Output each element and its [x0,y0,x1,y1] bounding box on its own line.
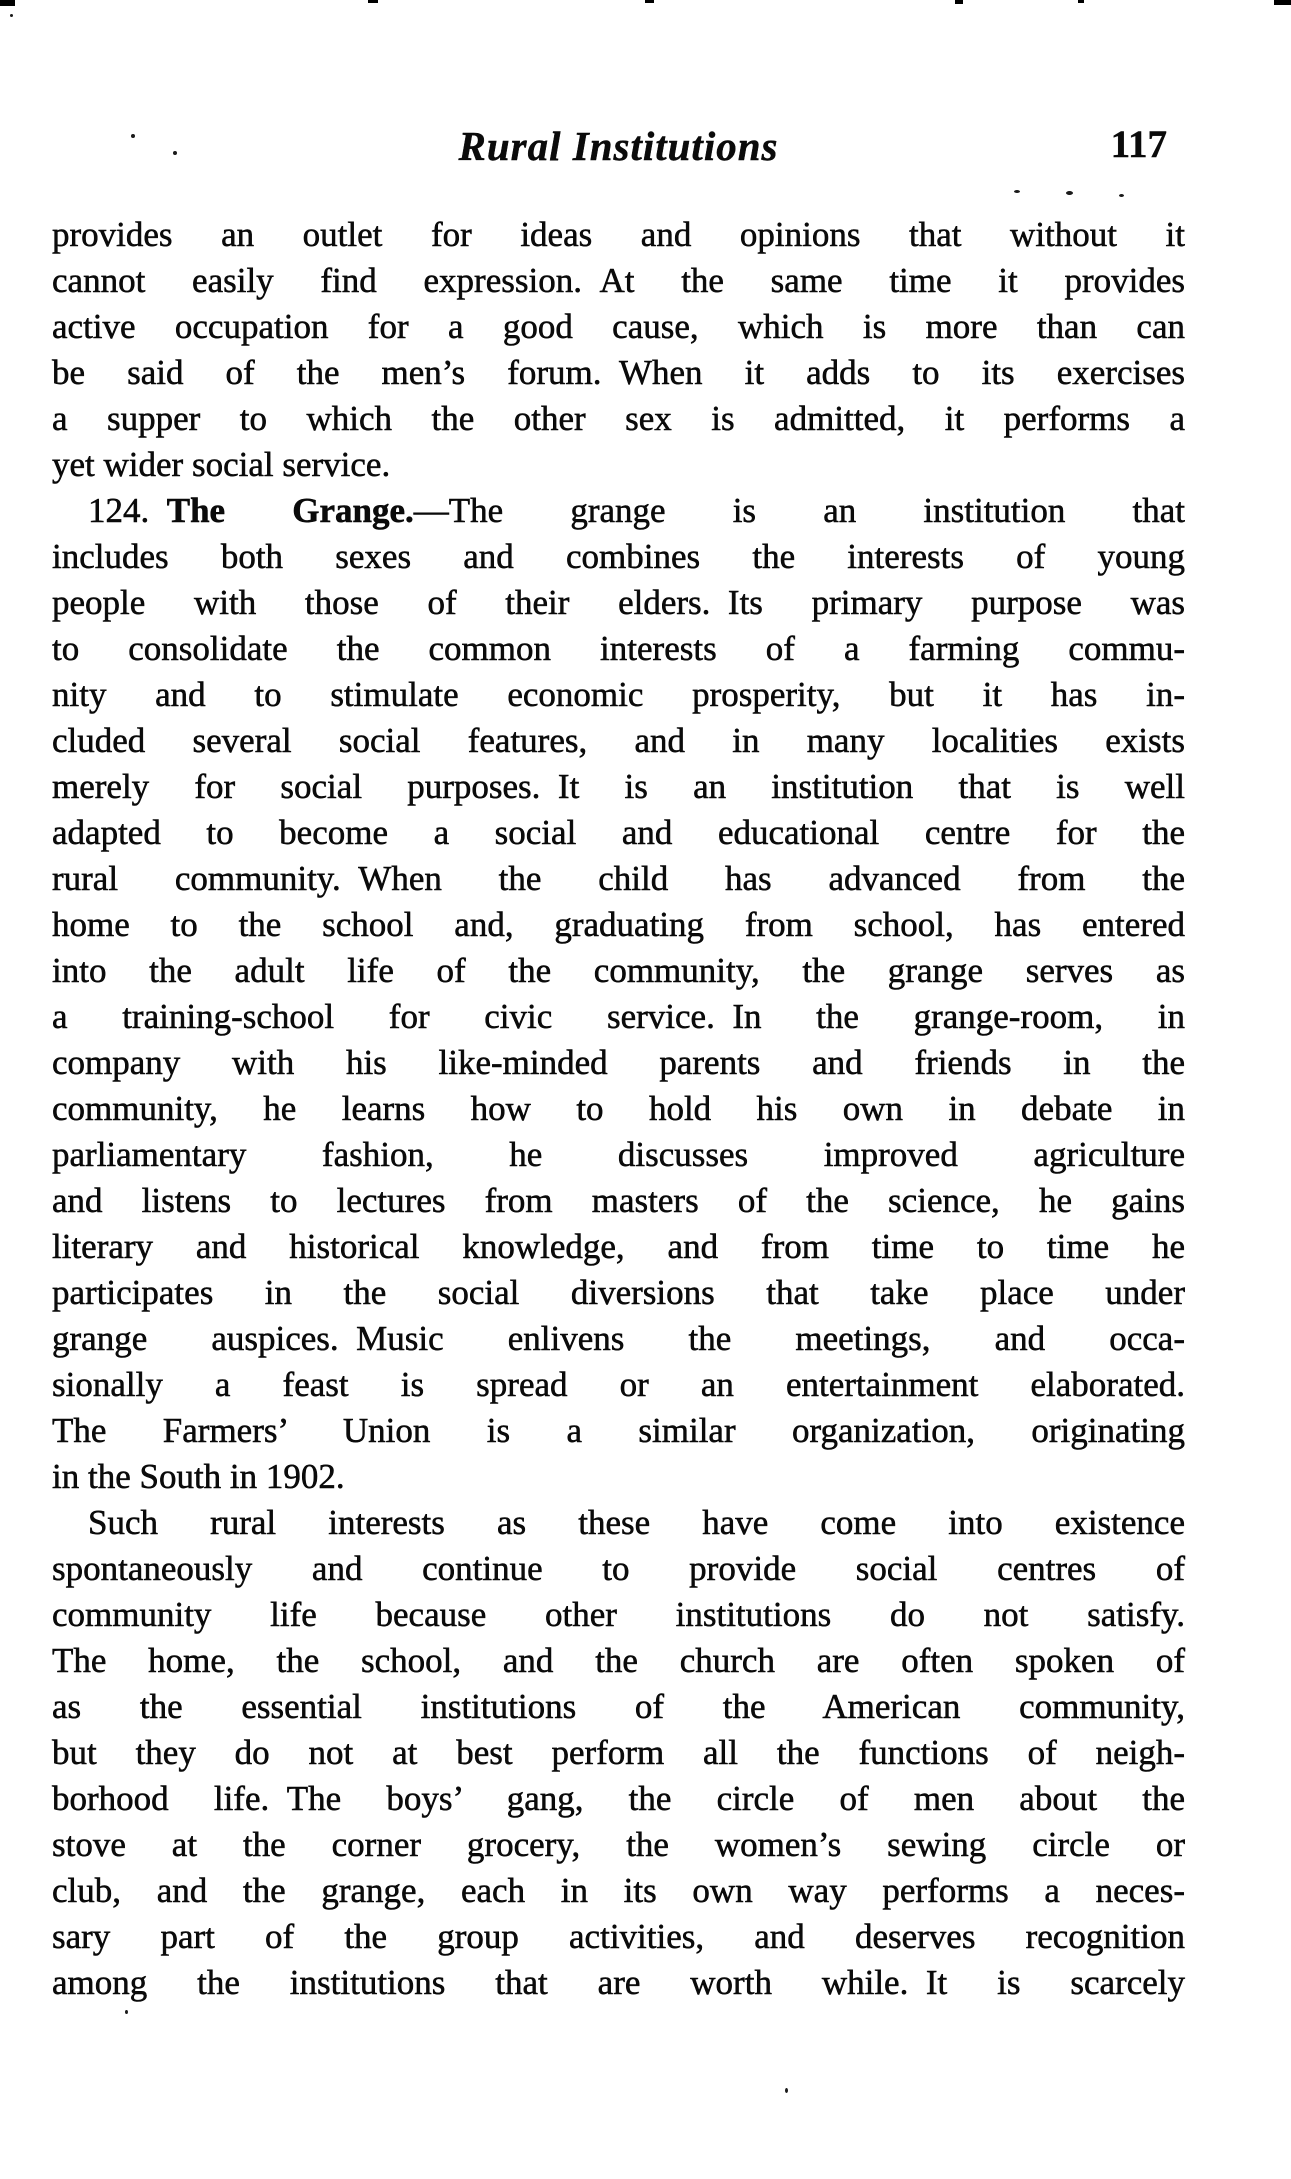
body-text-segment: club, and the grange, each in its own way performs a neces- [52,1871,1185,1910]
body-text-segment: 124. [88,491,167,530]
text-line [52,212,1185,258]
body-text-segment: provides an outlet for ideas and opinions that without it [52,215,1185,254]
body-text-segment: grange auspices. Music enlivens the meetings, and occa- [52,1319,1185,1358]
text-line [52,856,1185,902]
text-line [52,1638,1185,1684]
body-text-segment: participates in the social diversions that take place under [52,1273,1185,1312]
body-text-segment: literary and historical knowledge, and from time to time he [52,1227,1185,1266]
text-line [52,1546,1185,1592]
text-line [52,1776,1185,1822]
running-title: Rural Institutions [458,123,779,169]
body-text-segment: merely for social purposes. It is an institution that is well [52,767,1185,806]
body-text-segment: sionally a feast is spread or an entertainment elaborated. [52,1365,1185,1404]
text-line [52,718,1185,764]
text-line [52,626,1185,672]
text-line [52,396,1185,442]
text-line [52,1224,1185,1270]
body-text-segment: be said of the men’s forum. When it adds to its exercises [52,353,1185,392]
scan-artifact-dash [0,0,15,6]
body-text-segment: cluded several social features, and in many localities exists [52,721,1185,760]
body-text-segment: The Farmers’ Union is a similar organization, originating [52,1411,1185,1450]
body-text-segment: company with his like-minded parents and friends in the [52,1043,1185,1082]
text-line [52,902,1185,948]
body-text-segment: to consolidate the common interests of a farming commu- [52,629,1185,668]
text-line [52,258,1185,304]
text-line [52,1316,1185,1362]
body-text-segment: parliamentary fashion, he discusses improved agriculture [52,1135,1185,1174]
text-line [52,1868,1185,1914]
text-line [52,442,1185,488]
text-line [52,1408,1185,1454]
body-text-segment: but they do not at best perform all the functions of neigh- [52,1733,1185,1772]
text-line [52,1132,1185,1178]
body-text-segment: cannot easily find expression. At the same time it provides [52,261,1185,300]
text-line [52,1914,1185,1960]
text-line [52,1086,1185,1132]
body-text-segment: adapted to become a social and educational centre for the [52,813,1185,852]
body-text-segment: The home, the school, and the church are often spoken of [52,1641,1185,1680]
body-text-segment: active occupation for a good cause, which is more than can [52,307,1185,346]
body-text-segment: spontaneously and continue to provide social centres of [52,1549,1185,1588]
text-line [52,948,1185,994]
section-heading-text: The Grange. [166,491,414,530]
body-text-segment: rural community. When the child has advanced from the [52,859,1185,898]
text-line [52,810,1185,856]
body-text-segment: in the South in 1902. [52,1457,345,1496]
scan-artifact-speck [1119,194,1124,197]
body-text-segment: community, he learns how to hold his own in debate in [52,1089,1185,1128]
text-line [52,1040,1185,1086]
scan-artifact-dash [645,0,654,3]
body-text-segment: sary part of the group activities, and deserves recognition [52,1917,1185,1956]
text-line [52,1960,1185,2006]
text-line [52,350,1185,396]
scan-artifact-speck [125,2010,128,2014]
scan-artifact-speck [1066,191,1073,195]
text-line [52,1592,1185,1638]
text-line [52,304,1185,350]
body-text-segment: people with those of their elders. Its primary purpose was [52,583,1185,622]
page-number: 117 [1110,123,1167,166]
body-text-segment: and listens to lectures from masters of the science, he gains [52,1181,1185,1220]
text-line [52,580,1185,626]
text-line [52,534,1185,580]
text-line [52,1500,1185,1546]
text-line [52,672,1185,718]
scan-artifact-speck [1014,190,1020,193]
text-line [52,994,1185,1040]
body-text-segment: —The grange is an institution that [413,491,1186,530]
body-text-segment: as the essential institutions of the American community, [52,1687,1185,1726]
body-text [52,212,1185,2006]
body-text-segment: borhood life. The boys’ gang, the circle of men about the [52,1779,1185,1818]
text-line [52,764,1185,810]
body-text-segment: into the adult life of the community, the grange serves as [52,951,1185,990]
scan-artifact-speck [10,14,13,17]
body-text-segment: yet wider social service. [52,445,391,484]
body-text-segment: a supper to which the other sex is admitted, it performs a [52,399,1185,438]
scan-artifact-dash [955,0,963,4]
scan-artifact-dash [1274,0,1291,5]
text-line [52,1362,1185,1408]
scan-artifact-speck [785,2088,788,2093]
body-text-segment: a training-school for civic service. In the grange-room, in [52,997,1185,1036]
body-text-segment: home to the school and, graduating from school, has entered [52,905,1185,944]
body-text-segment: community life because other institutions do not satisfy. [52,1595,1185,1634]
body-text-segment: includes both sexes and combines the interests of young [52,537,1185,576]
body-text-segment: nity and to stimulate economic prosperity, but it has in- [52,675,1185,714]
body-text-segment: stove at the corner grocery, the women’s sewing circle or [52,1825,1185,1864]
text-line [52,488,1185,534]
text-line [52,1730,1185,1776]
page-header [52,122,1185,178]
text-line [52,1454,1185,1500]
text-line [52,1684,1185,1730]
text-line [52,1178,1185,1224]
text-line [52,1822,1185,1868]
scan-artifact-dash [1078,0,1084,3]
scan-artifact-dash [368,0,378,3]
text-line [52,1270,1185,1316]
body-text-segment: Such rural interests as these have come into existence [88,1503,1185,1542]
body-text-segment: among the institutions that are worth while. It is scarcely [52,1963,1185,2002]
